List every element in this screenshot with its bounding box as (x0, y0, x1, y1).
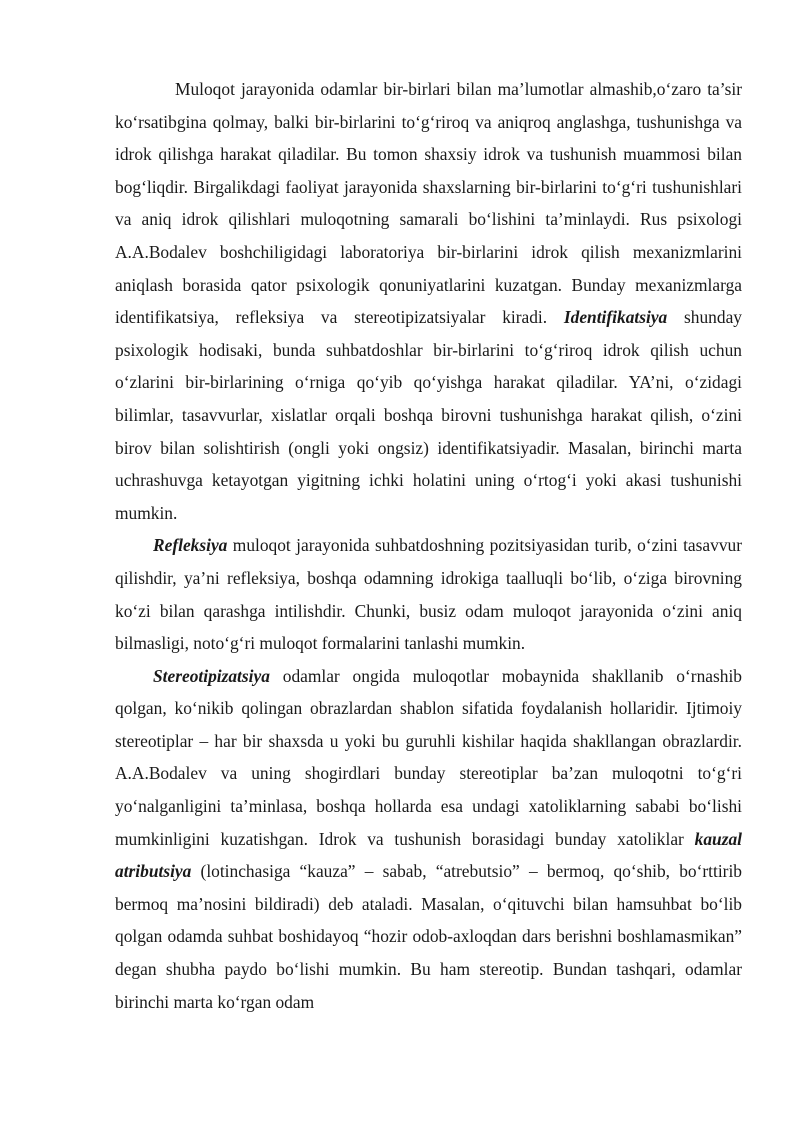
term-refleksiya: Refleksiya (153, 535, 228, 556)
paragraph-refleksiya (115, 529, 742, 659)
term-kauzal-atributsiya: kauzal atributsiya (115, 828, 742, 882)
term-identifikatsiya: Identifikatsiya (563, 307, 668, 328)
paragraph-text: Muloqot jarayonida odamlar bir-birlari bilan ma’lumotlar almashib,o‘zaro ta’sir ko‘rsatibgina qolmay, balki bir-birlarini to‘g‘riroq va aniqroq anglashga, tushunishga va idrok qilishga harakat qiladilar. Bu tomon shaxsiy idrok va tushunish muammosi bilan bog‘liqdir. Birgalikdagi faoliyat jarayonida shaxslarning bir-birlarini to‘g‘ri tushunishlari va aniq idrok qilishlari muloqotning samarali bo‘lishini ta’minlaydi. Rus psixologi A.A.Bodalev boshchiligidagi laboratoriya bir-birlarini idrok qilish mexanizmlarini aniqlash borasida qator psixologik qonuniyatlarini kuzatgan. Bunday mexanizmlarga identifikatsiya, refleksiya va stereotipizatsiyalar kiradi. (115, 79, 742, 328)
document-page (115, 73, 742, 1018)
paragraph-text: shunday psixologik hodisaki, bunda suhbatdoshlar bir-birlarini to‘g‘riroq idrok qilish uchun o‘zlarini bir-birlarining o‘rniga qo‘yib qo‘yishga harakat qiladilar. YA’ni, o‘zidagi bilimlar, tasavvurlar, xislatlar orqali boshqa birovni tushunishga harakat qilish, o‘zini birov bilan solishtirish (ongli yoki ongsiz) identifikatsiyadir. Masalan, birinchi marta uchrashuvga ketayotgan yigitning ichki holatini uning o‘rtog‘i yoki akasi tushunishi mumkin. (115, 307, 742, 523)
paragraph-identifikatsiya (115, 73, 742, 529)
paragraph-stereotipizatsiya (115, 660, 742, 1019)
paragraph-text: muloqot jarayonida suhbatdoshning pozitsiyasidan turib, o‘zini tasavvur qilishdir, ya’ni refleksiya, boshqa odamning idrokiga taalluqli bo‘lib, o‘ziga birovning ko‘zi bilan qarashga intilishdir. Chunki, busiz odam muloqot jarayonida o‘zini aniq bilmasligi, noto‘g‘ri muloqot formalarini tanlashi mumkin. (115, 535, 742, 654)
term-stereotipizatsiya: Stereotipizatsiya (153, 665, 270, 686)
paragraph-text: odamlar ongida muloqotlar mobaynida shakllanib o‘rnashib qolgan, ko‘nikib qolingan obrazlardan shablon sifatida foydalanish hollaridir. Ijtimoiy stereotiplar – har bir shaxsda u yoki bu guruhli kishilar haqida shakllangan obrazlardir. A.A.Bodalev va uning shogirdlari bunday stereotiplar ba’zan muloqotni to‘g‘ri yo‘nalganligini ta’minlasa, boshqa hollarda esa undagi xatoliklarning sababi bo‘lishi mumkinligini kuzatishgan. Idrok va tushunish borasidagi bunday xatoliklar (115, 665, 742, 849)
paragraph-text: (lotinchasiga “kauza” – sabab, “atrebutsio” – bermoq, qo‘shib, bo‘rttirib bermoq ma’nosini bildiradi) deb ataladi. Masalan, o‘qituvchi bilan hamsuhbat bo‘lib qolgan odamda suhbat boshidayoq “hozir odob-axloqdan dars berishni boshlamasmikan” degan shubha paydo bo‘lishi mumkin. Bu ham stereotip. Bundan tashqari, odamlar birinchi marta ko‘rgan odam (115, 861, 742, 1012)
